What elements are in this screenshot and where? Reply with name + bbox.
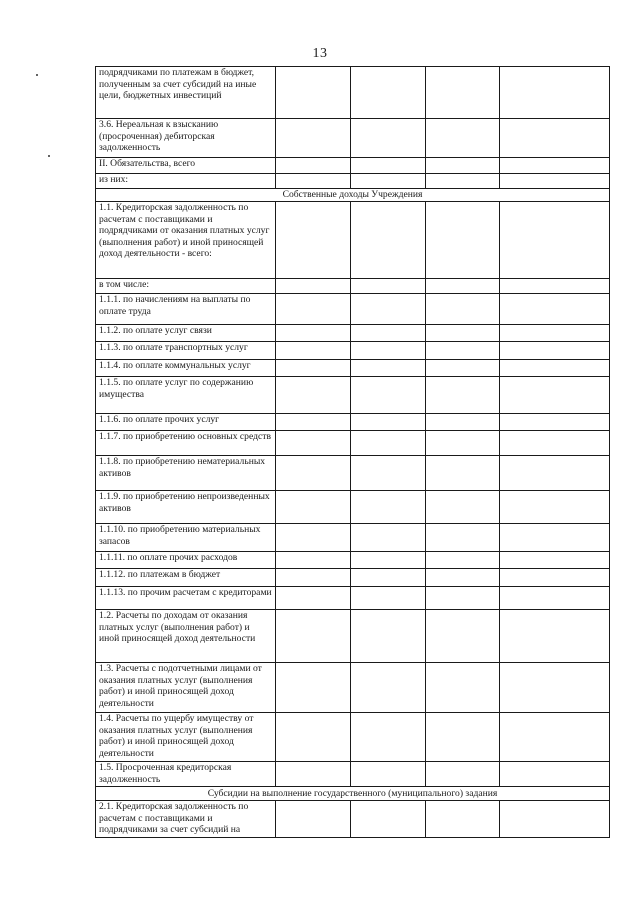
- section-header-row: [96, 189, 610, 202]
- value-cell-col-2: [351, 569, 426, 587]
- value-cell-col-3: [426, 377, 500, 414]
- section-title: Субсидии на выполнение государственного (муниципального) задания: [96, 787, 610, 801]
- value-cell-col-3: [426, 663, 500, 713]
- value-cell-col-3: [426, 174, 500, 189]
- row-label: 1.5. Просроченная кредиторская задолженность: [96, 762, 276, 787]
- value-cell-col-4: [500, 202, 610, 279]
- value-cell-col-2: [351, 713, 426, 762]
- value-cell-col-2: [351, 279, 426, 294]
- table-row: [96, 524, 610, 552]
- value-cell-col-4: [500, 610, 610, 663]
- table-row: [96, 377, 610, 414]
- value-cell-col-3: [426, 801, 500, 838]
- value-cell-col-2: [351, 610, 426, 663]
- table-row: [96, 279, 610, 294]
- value-cell-col-4: [500, 587, 610, 610]
- value-cell-col-3: [426, 552, 500, 569]
- table-row: [96, 174, 610, 189]
- row-label: в том числе:: [96, 279, 276, 294]
- value-cell-col-2: [351, 119, 426, 158]
- table-row: [96, 663, 610, 713]
- value-cell-col-1: [276, 158, 351, 174]
- value-cell-col-3: [426, 431, 500, 456]
- value-cell-col-2: [351, 202, 426, 279]
- value-cell-col-3: [426, 342, 500, 360]
- table-row: [96, 569, 610, 587]
- table-row: [96, 762, 610, 787]
- table-row: [96, 325, 610, 342]
- row-label: 1.1.11. по оплате прочих расходов: [96, 552, 276, 569]
- value-cell-col-1: [276, 360, 351, 377]
- value-cell-col-3: [426, 587, 500, 610]
- table-row: [96, 801, 610, 838]
- value-cell-col-3: [426, 119, 500, 158]
- table-row: [96, 158, 610, 174]
- value-cell-col-1: [276, 119, 351, 158]
- value-cell-col-3: [426, 202, 500, 279]
- value-cell-col-1: [276, 587, 351, 610]
- value-cell-col-1: [276, 294, 351, 325]
- row-label: 1.1.12. по платежам в бюджет: [96, 569, 276, 587]
- value-cell-col-4: [500, 456, 610, 491]
- row-label: 1.1.7. по приобретению основных средств: [96, 431, 276, 456]
- table-row: [96, 610, 610, 663]
- value-cell-col-1: [276, 342, 351, 360]
- row-label: 1.1.9. по приобретению непроизведенных активов: [96, 491, 276, 524]
- value-cell-col-2: [351, 491, 426, 524]
- value-cell-col-2: [351, 342, 426, 360]
- value-cell-col-2: [351, 456, 426, 491]
- value-cell-col-1: [276, 174, 351, 189]
- financial-report-table: [95, 66, 610, 838]
- value-cell-col-1: [276, 610, 351, 663]
- value-cell-col-2: [351, 663, 426, 713]
- row-label: 1.1.4. по оплате коммунальных услуг: [96, 360, 276, 377]
- row-label: 3.6. Нереальная к взысканию (просроченная) дебиторская задолженность: [96, 119, 276, 158]
- value-cell-col-2: [351, 431, 426, 456]
- value-cell-col-4: [500, 524, 610, 552]
- value-cell-col-4: [500, 414, 610, 431]
- row-label: 1.1.10. по приобретению материальных запасов: [96, 524, 276, 552]
- value-cell-col-3: [426, 279, 500, 294]
- value-cell-col-3: [426, 491, 500, 524]
- value-cell-col-1: [276, 801, 351, 838]
- row-label: 1.1.2. по оплате услуг связи: [96, 325, 276, 342]
- value-cell-col-4: [500, 294, 610, 325]
- value-cell-col-2: [351, 360, 426, 377]
- value-cell-col-4: [500, 158, 610, 174]
- scan-speck: [36, 74, 38, 76]
- table-row: [96, 119, 610, 158]
- value-cell-col-4: [500, 663, 610, 713]
- value-cell-col-3: [426, 67, 500, 119]
- value-cell-col-1: [276, 67, 351, 119]
- row-label: 1.4. Расчеты по ущербу имуществу от оказания платных услуг (выполнения работ) и иной приносящей доход деятельности: [96, 713, 276, 762]
- value-cell-col-4: [500, 360, 610, 377]
- value-cell-col-3: [426, 294, 500, 325]
- value-cell-col-2: [351, 762, 426, 787]
- table-row: [96, 491, 610, 524]
- value-cell-col-1: [276, 569, 351, 587]
- table-row: [96, 552, 610, 569]
- value-cell-col-1: [276, 414, 351, 431]
- table-row: [96, 587, 610, 610]
- value-cell-col-4: [500, 279, 610, 294]
- page-number: 13: [312, 46, 328, 61]
- value-cell-col-4: [500, 552, 610, 569]
- table-row: [96, 360, 610, 377]
- value-cell-col-2: [351, 174, 426, 189]
- value-cell-col-1: [276, 552, 351, 569]
- value-cell-col-2: [351, 587, 426, 610]
- row-label: 1.2. Расчеты по доходам от оказания платных услуг (выполнения работ) и иной приносящей доход деятельности: [96, 610, 276, 663]
- value-cell-col-1: [276, 713, 351, 762]
- value-cell-col-2: [351, 552, 426, 569]
- value-cell-col-1: [276, 491, 351, 524]
- value-cell-col-3: [426, 158, 500, 174]
- value-cell-col-1: [276, 762, 351, 787]
- row-label: 1.1.3. по оплате транспортных услуг: [96, 342, 276, 360]
- row-label: из них:: [96, 174, 276, 189]
- value-cell-col-3: [426, 414, 500, 431]
- value-cell-col-3: [426, 713, 500, 762]
- row-label: 1.3. Расчеты с подотчетными лицами от оказания платных услуг (выполнения работ) и иной приносящей доход деятельности: [96, 663, 276, 713]
- value-cell-col-2: [351, 325, 426, 342]
- value-cell-col-4: [500, 67, 610, 119]
- report-table-body: [96, 67, 610, 838]
- row-label: 1.1.1. по начислениям на выплаты по оплате труда: [96, 294, 276, 325]
- table-row: [96, 456, 610, 491]
- table-row: [96, 713, 610, 762]
- value-cell-col-1: [276, 279, 351, 294]
- value-cell-col-1: [276, 524, 351, 552]
- value-cell-col-2: [351, 67, 426, 119]
- value-cell-col-1: [276, 325, 351, 342]
- table-row: [96, 67, 610, 119]
- row-label: 2.1. Кредиторская задолженность по расчетам с поставщиками и подрядчиками за счет субсидий на: [96, 801, 276, 838]
- value-cell-col-4: [500, 431, 610, 456]
- value-cell-col-3: [426, 456, 500, 491]
- row-label: 1.1.13. по прочим расчетам с кредиторами: [96, 587, 276, 610]
- value-cell-col-2: [351, 294, 426, 325]
- value-cell-col-3: [426, 325, 500, 342]
- value-cell-col-4: [500, 342, 610, 360]
- row-label: 1.1.8. по приобретению нематериальных активов: [96, 456, 276, 491]
- section-title: Собственные доходы Учреждения: [96, 189, 610, 202]
- table-row: [96, 342, 610, 360]
- value-cell-col-4: [500, 491, 610, 524]
- value-cell-col-4: [500, 569, 610, 587]
- value-cell-col-2: [351, 414, 426, 431]
- row-label: 1.1.6. по оплате прочих услуг: [96, 414, 276, 431]
- value-cell-col-1: [276, 663, 351, 713]
- value-cell-col-4: [500, 713, 610, 762]
- value-cell-col-4: [500, 325, 610, 342]
- table-row: [96, 414, 610, 431]
- row-label: 1.1.5. по оплате услуг по содержанию имущества: [96, 377, 276, 414]
- row-label: подрядчиками по платежам в бюджет, полученным за счет субсидий на иные цели, бюджетных инвестиций: [96, 67, 276, 119]
- row-label: II. Обязательства, всего: [96, 158, 276, 174]
- value-cell-col-4: [500, 119, 610, 158]
- value-cell-col-1: [276, 202, 351, 279]
- table-row: [96, 431, 610, 456]
- value-cell-col-4: [500, 174, 610, 189]
- value-cell-col-3: [426, 762, 500, 787]
- value-cell-col-2: [351, 524, 426, 552]
- value-cell-col-1: [276, 456, 351, 491]
- value-cell-col-4: [500, 377, 610, 414]
- value-cell-col-4: [500, 801, 610, 838]
- value-cell-col-3: [426, 610, 500, 663]
- table-row: [96, 294, 610, 325]
- table-row: [96, 202, 610, 279]
- value-cell-col-1: [276, 377, 351, 414]
- row-label: 1.1. Кредиторская задолженность по расчетам с поставщиками и подрядчиками от оказания платных услуг (выполнения работ) и иной приносящей доход деятельности - всего:: [96, 202, 276, 279]
- value-cell-col-3: [426, 524, 500, 552]
- value-cell-col-2: [351, 377, 426, 414]
- value-cell-col-2: [351, 801, 426, 838]
- value-cell-col-2: [351, 158, 426, 174]
- value-cell-col-1: [276, 431, 351, 456]
- section-header-row: [96, 787, 610, 801]
- scan-speck: [48, 155, 50, 157]
- value-cell-col-3: [426, 360, 500, 377]
- value-cell-col-3: [426, 569, 500, 587]
- value-cell-col-4: [500, 762, 610, 787]
